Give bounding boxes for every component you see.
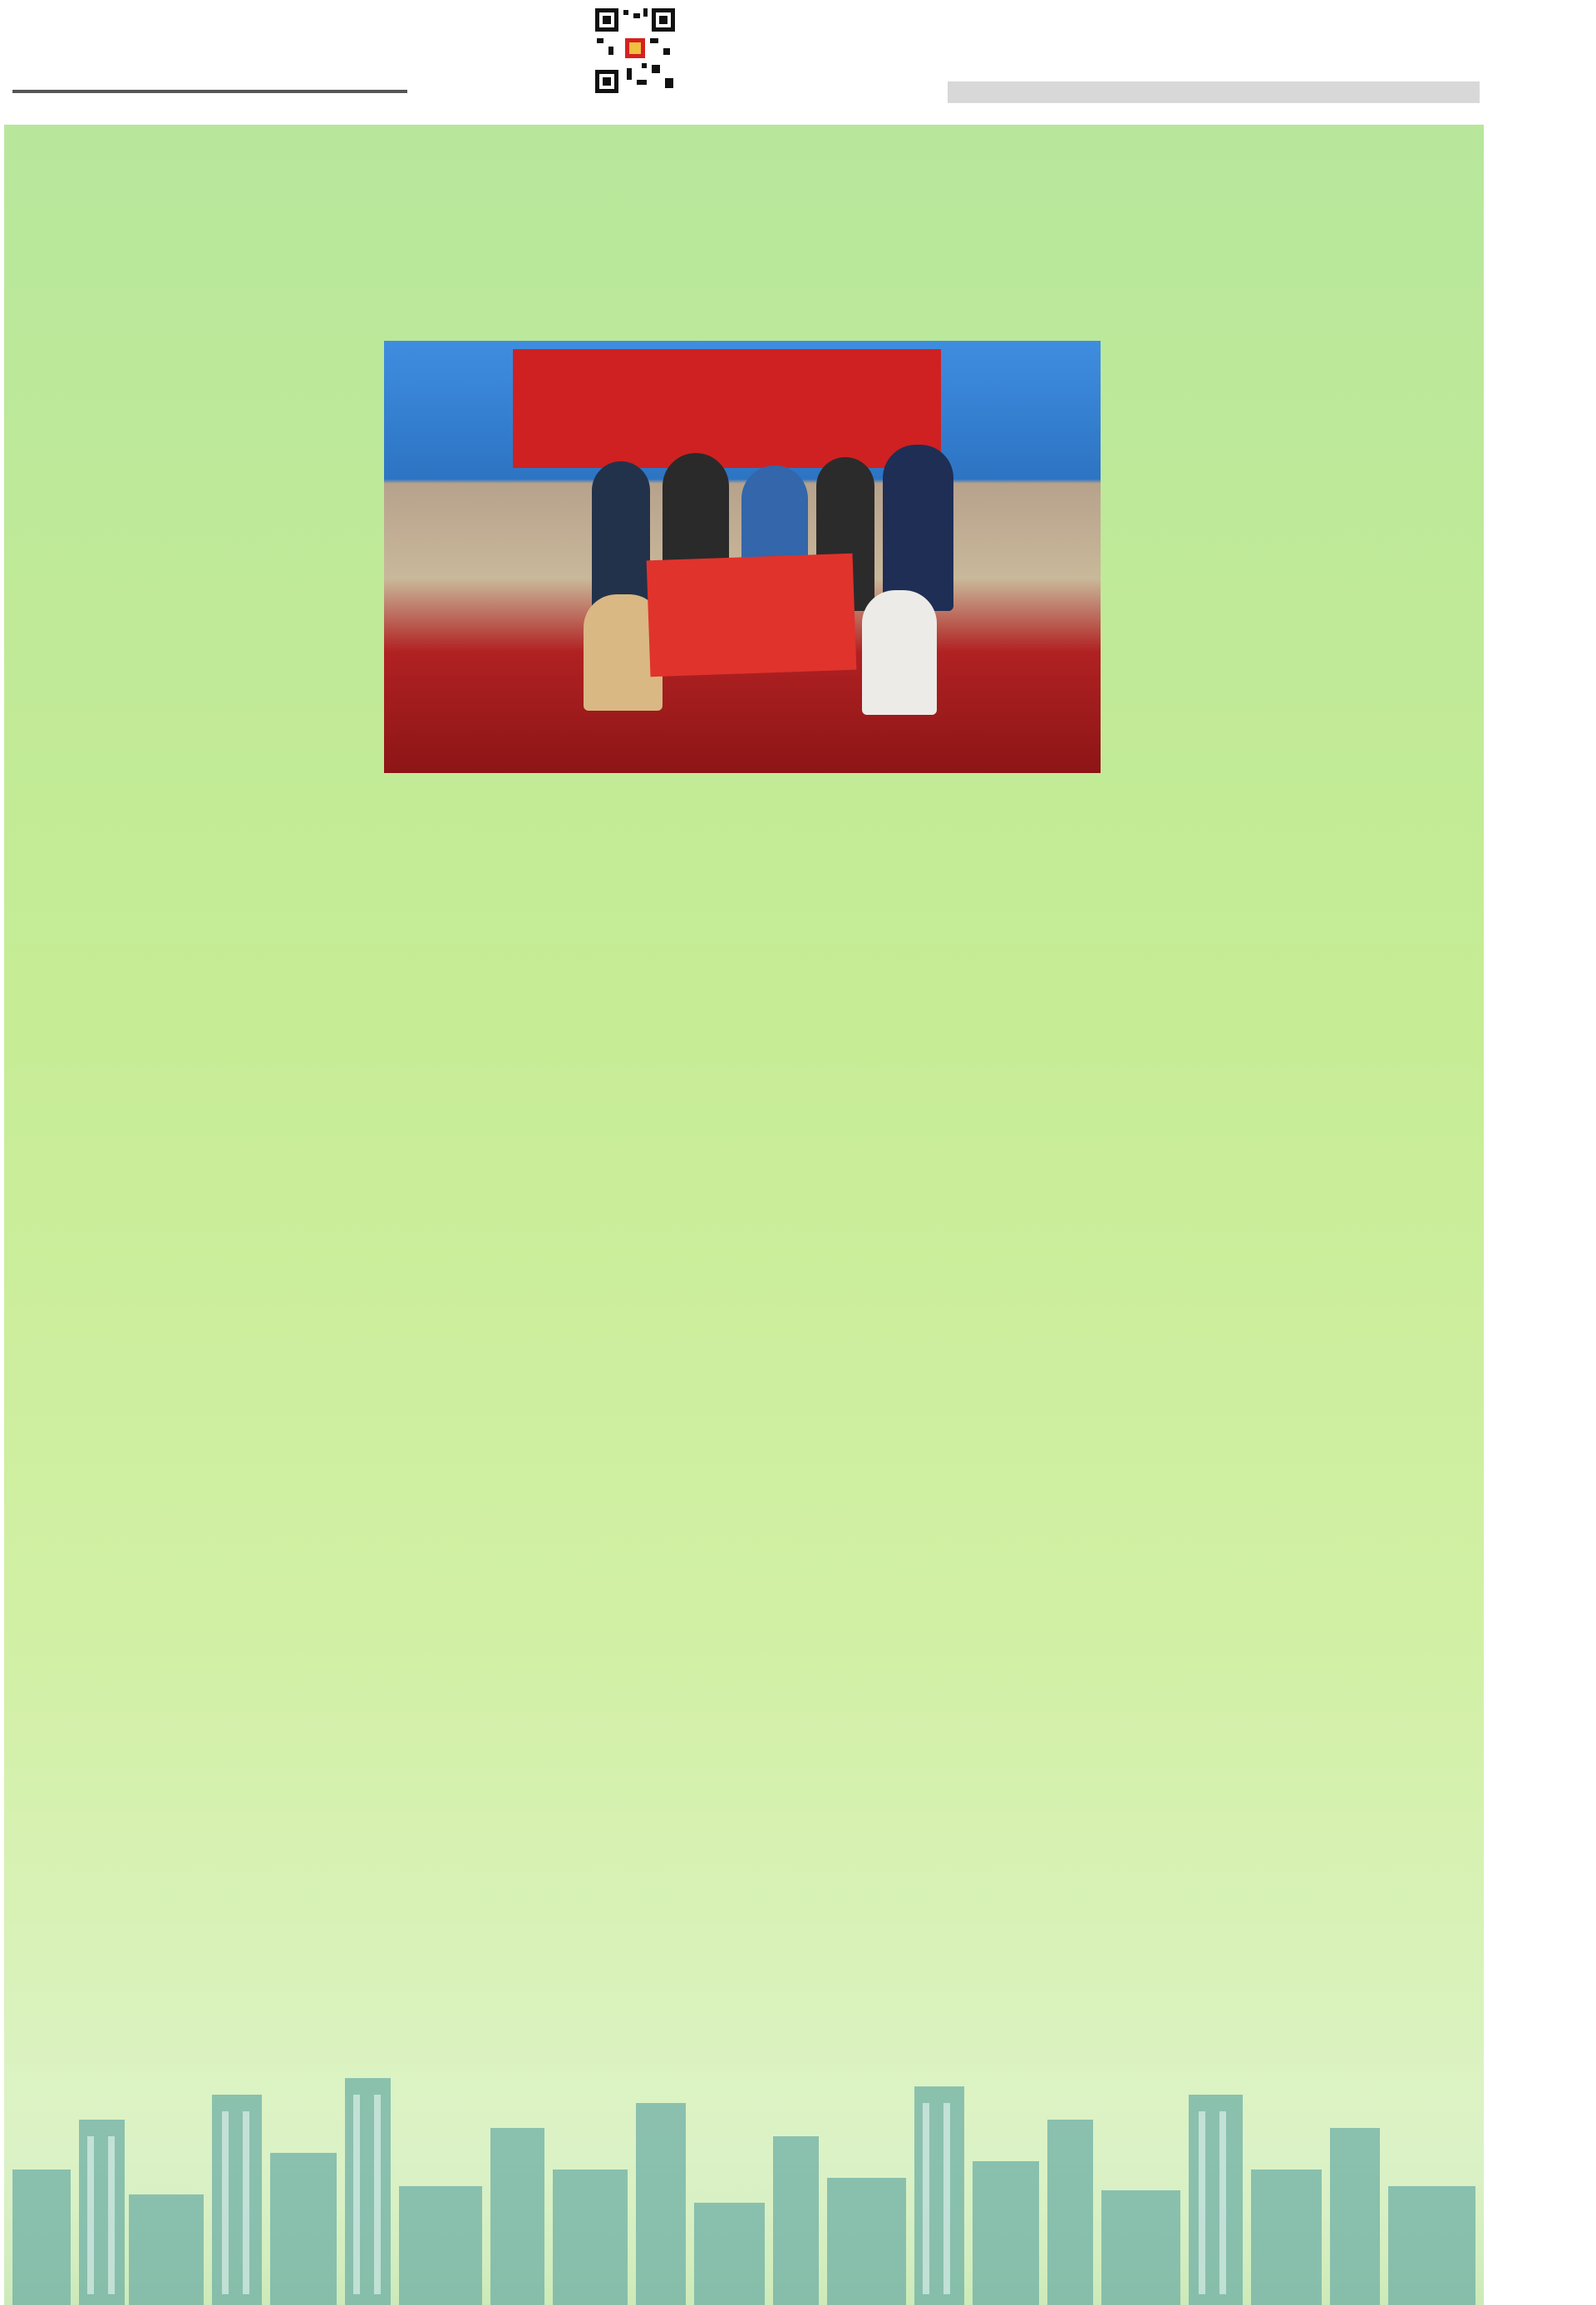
masthead-rule	[12, 90, 407, 93]
qr-code-icon	[592, 5, 678, 96]
photo-person	[883, 445, 953, 611]
photo-person	[862, 590, 937, 715]
date-bar	[948, 81, 1480, 103]
photo-person	[592, 461, 650, 611]
masthead	[0, 0, 1596, 125]
article-photo	[384, 341, 1101, 773]
photo-flag	[647, 554, 857, 677]
city-skyline-decoration	[4, 2045, 1484, 2305]
photo-banner	[513, 349, 941, 468]
